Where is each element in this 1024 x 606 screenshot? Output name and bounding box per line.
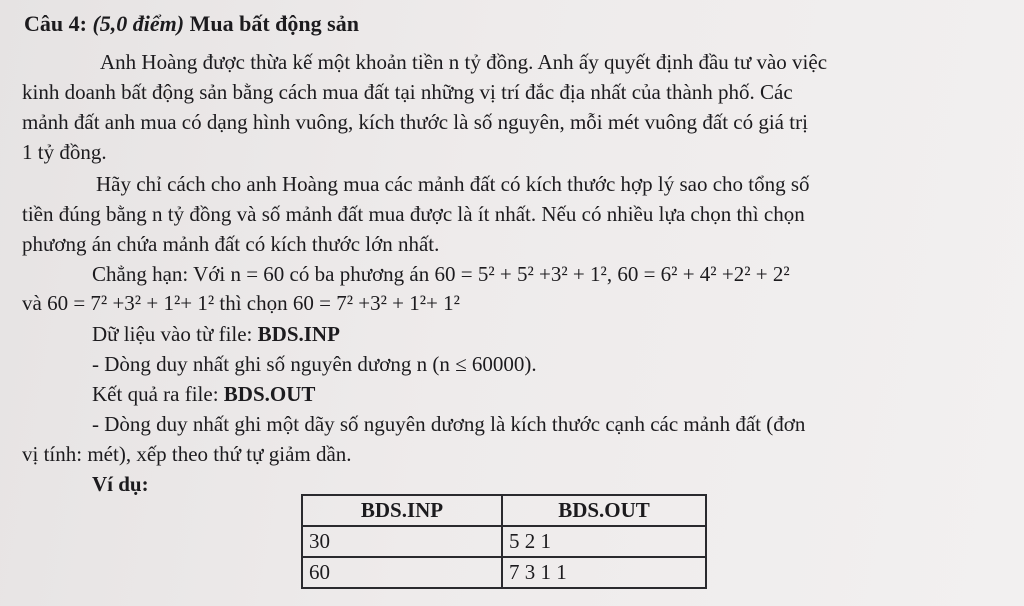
- question-label: Câu 4:: [24, 11, 87, 36]
- table-header-row: [302, 495, 706, 526]
- example-prefix: Chẳng hạn: Với n = 60 có ba phương án: [92, 262, 430, 286]
- table-cell-output: 7 3 1 1: [502, 557, 706, 588]
- example-heading: Ví dụ:: [92, 472, 149, 496]
- example-option3: 60 = 7² +3² + 1²+ 1²: [47, 291, 215, 315]
- p2-line3: phương án chứa mảnh đất có kích thước lớn nhất.: [22, 232, 440, 256]
- table-row: [302, 557, 706, 588]
- p2-line2: tiền đúng bằng n tỷ đồng và số mảnh đất mua được là ít nhất. Nếu có nhiều lựa chọn thì chọn: [22, 202, 805, 226]
- example-option2: 60 = 6² + 4² +2² + 2²: [617, 262, 790, 286]
- table-cell-input: 30: [302, 526, 502, 557]
- table-cell-output: 5 2 1: [502, 526, 706, 557]
- input-spec-detail: - Dòng duy nhất ghi số nguyên dương n (n ≤ 60000).: [92, 352, 537, 376]
- example-chosen: 60 = 7² +3² + 1²+ 1²: [292, 291, 460, 315]
- example-option1: 60 = 5² + 5² +3² + 1²: [434, 262, 607, 286]
- example-line1: Chẳng hạn: Với n = 60 có ba phương án 60 = 5² + 5² +3² + 1², 60 = 6² + 4² +2² + 2²: [92, 262, 790, 286]
- example-and: và: [22, 291, 42, 315]
- table-row: [302, 526, 706, 557]
- table-header-input: BDS.INP: [302, 495, 502, 526]
- input-label: Dữ liệu vào từ file:: [92, 322, 253, 346]
- input-file: BDS.INP: [257, 322, 340, 346]
- output-label: Kết quả ra file:: [92, 382, 219, 406]
- input-spec-heading: [92, 322, 340, 346]
- question-title: Mua bất động sản: [189, 11, 359, 36]
- p1-line3: mảnh đất anh mua có dạng hình vuông, kích thước là số nguyên, mỗi mét vuông đất có giá trị: [22, 110, 808, 134]
- example-line2: [22, 291, 460, 315]
- p1-line4: 1 tỷ đồng.: [22, 140, 107, 164]
- p2-line1: Hãy chỉ cách cho anh Hoàng mua các mảnh đất có kích thước hợp lý sao cho tổng số: [96, 172, 810, 196]
- table-cell-input: 60: [302, 557, 502, 588]
- p1-line2: kinh doanh bất động sản bằng cách mua đất tại những vị trí đắc địa nhất của thành phố. Các: [22, 80, 793, 104]
- example-choose: thì chọn: [219, 291, 288, 315]
- output-file: BDS.OUT: [223, 382, 316, 406]
- output-spec-detail1: - Dòng duy nhất ghi một dãy số nguyên dương là kích thước cạnh các mảnh đất (đơn: [92, 412, 806, 436]
- question-points: (5,0 điểm): [92, 11, 185, 36]
- question-heading: [24, 12, 359, 36]
- example-table: [301, 494, 707, 589]
- table-header-output: BDS.OUT: [502, 495, 706, 526]
- output-spec-heading: [92, 382, 315, 406]
- p1-line1: Anh Hoàng được thừa kế một khoản tiền n tỷ đồng. Anh ấy quyết định đầu tư vào việc: [100, 50, 828, 74]
- output-spec-detail2: vị tính: mét), xếp theo thứ tự giảm dần.: [22, 442, 352, 466]
